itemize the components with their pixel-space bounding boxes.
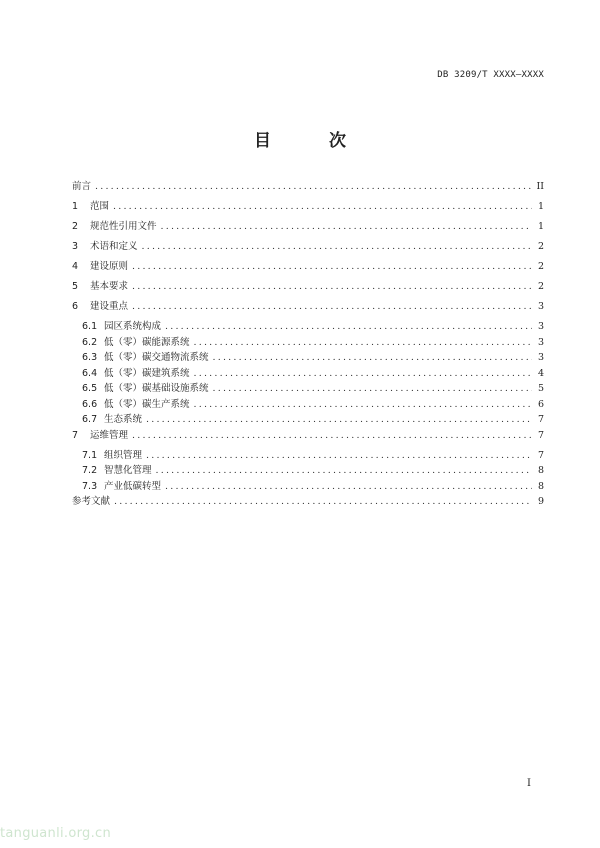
- toc-entry-number: 5: [72, 281, 79, 292]
- toc-leader-dots: [132, 281, 532, 292]
- watermark: tanguanli.org.cn: [0, 826, 111, 841]
- toc-entry-page: 3: [537, 352, 544, 363]
- toc-entry-number: 6.5: [82, 383, 98, 394]
- toc-leader-dots: [132, 301, 532, 312]
- toc-entry-number: 4: [72, 261, 79, 272]
- toc-entry[interactable]: [72, 427, 544, 447]
- toc-leader-dots: [161, 221, 532, 232]
- toc-entry-label: 低（零）碳建筑系统: [104, 367, 190, 379]
- toc-leader-dots: [194, 399, 532, 410]
- toc-entry-label: 低（零）碳交通物流系统: [104, 352, 209, 363]
- toc-entry-label: 规范性引用文件: [90, 221, 157, 232]
- toc-leader-dots: [156, 465, 532, 476]
- toc-entry-label: 园区系统构成: [104, 321, 162, 332]
- toc-entry-page: 3: [537, 336, 544, 348]
- toc-entry-number: 3: [72, 241, 79, 252]
- toc-entry-label: 前言: [72, 181, 92, 192]
- toc-entry[interactable]: [72, 298, 544, 318]
- toc-entry-number: 7.1: [82, 449, 98, 461]
- toc-entry-number: 7.3: [82, 480, 98, 492]
- toc-entry[interactable]: [72, 349, 544, 365]
- toc-entry-page: 8: [537, 480, 544, 492]
- toc-entry-number: 7: [72, 429, 79, 441]
- toc-entry-page: 2: [537, 261, 544, 272]
- toc-entry-number: 1: [72, 201, 79, 212]
- page-number: I: [527, 778, 531, 789]
- toc-entry-page: 7: [537, 414, 544, 425]
- toc-entry[interactable]: [72, 258, 544, 278]
- toc-entry-page: 3: [537, 321, 544, 332]
- toc-entry-page: 4: [537, 367, 544, 379]
- toc-leader-dots: [194, 368, 532, 379]
- toc-entry[interactable]: [72, 318, 544, 334]
- toc-leader-dots: [146, 414, 532, 425]
- toc-leader-dots: [213, 352, 532, 363]
- toc-entry[interactable]: [72, 278, 544, 298]
- toc-entry-label: 运维管理: [90, 429, 129, 441]
- toc-entry[interactable]: [72, 218, 544, 238]
- toc-entry-label: 低（零）碳基础设施系统: [104, 383, 209, 394]
- toc-entry[interactable]: [72, 334, 544, 350]
- toc-entry-number: 6.6: [82, 398, 98, 410]
- toc-entry-page: 1: [537, 221, 544, 232]
- toc-entry-label: 低（零）碳生产系统: [104, 398, 190, 410]
- toc-entry-page: 3: [537, 301, 544, 312]
- toc-entry-label: 建设重点: [90, 301, 129, 312]
- page-title: 目 次: [254, 131, 372, 151]
- toc-entry-page: 7: [537, 429, 544, 441]
- toc-leader-dots: [213, 383, 532, 394]
- toc-entry-page: 7: [537, 449, 544, 461]
- toc-entry[interactable]: [72, 198, 544, 218]
- toc-leader-dots: [114, 496, 532, 507]
- toc-entry-page: II: [536, 181, 544, 192]
- toc-entry-page: 1: [537, 201, 544, 212]
- toc-entry-label: 产业低碳转型: [104, 480, 162, 492]
- document-code: DB 3209/T XXXX—XXXX: [437, 70, 544, 80]
- table-of-contents: [72, 178, 544, 513]
- toc-entry-number: 6.3: [82, 352, 98, 363]
- toc-entry-page: 5: [537, 383, 544, 394]
- toc-entry-number: 6: [72, 301, 79, 312]
- toc-leader-dots: [165, 481, 532, 492]
- toc-entry[interactable]: [72, 478, 544, 494]
- toc-entry-page: 2: [537, 281, 544, 292]
- toc-entry[interactable]: [72, 380, 544, 396]
- toc-entry-number: 6.7: [82, 414, 98, 425]
- toc-entry-label: 智慧化管理: [104, 465, 152, 476]
- toc-entry-number: 6.4: [82, 367, 98, 379]
- toc-entry-label: 组织管理: [104, 449, 143, 461]
- toc-leader-dots: [113, 201, 532, 212]
- toc-entry-page: 6: [537, 398, 544, 410]
- toc-leader-dots: [165, 321, 532, 332]
- toc-entry-label: 生态系统: [104, 414, 143, 425]
- toc-entry[interactable]: [72, 238, 544, 258]
- toc-entry[interactable]: [72, 462, 544, 478]
- toc-leader-dots: [132, 261, 532, 272]
- toc-entry[interactable]: [72, 493, 544, 513]
- toc-entry-number: 2: [72, 221, 79, 232]
- toc-entry-label: 范围: [90, 201, 110, 212]
- toc-entry[interactable]: [72, 178, 544, 198]
- toc-leader-dots: [142, 241, 532, 252]
- toc-entry[interactable]: [72, 447, 544, 463]
- toc-entry-page: 8: [537, 465, 544, 476]
- toc-leader-dots: [95, 181, 532, 192]
- toc-entry-label: 基本要求: [90, 281, 129, 292]
- toc-entry[interactable]: [72, 396, 544, 412]
- toc-entry-label: 低（零）碳能源系统: [104, 336, 190, 348]
- toc-entry-page: 9: [537, 496, 544, 507]
- toc-entry-number: 6.2: [82, 336, 98, 348]
- toc-leader-dots: [194, 337, 532, 348]
- toc-leader-dots: [132, 430, 532, 441]
- toc-entry-number: 7.2: [82, 465, 98, 476]
- toc-leader-dots: [146, 450, 532, 461]
- toc-entry[interactable]: [72, 411, 544, 427]
- toc-entry-label: 参考文献: [72, 496, 111, 507]
- toc-entry-page: 2: [537, 241, 544, 252]
- toc-entry-number: 6.1: [82, 321, 98, 332]
- toc-entry-label: 建设原则: [90, 261, 129, 272]
- toc-entry[interactable]: [72, 365, 544, 381]
- toc-entry-label: 术语和定义: [90, 241, 138, 252]
